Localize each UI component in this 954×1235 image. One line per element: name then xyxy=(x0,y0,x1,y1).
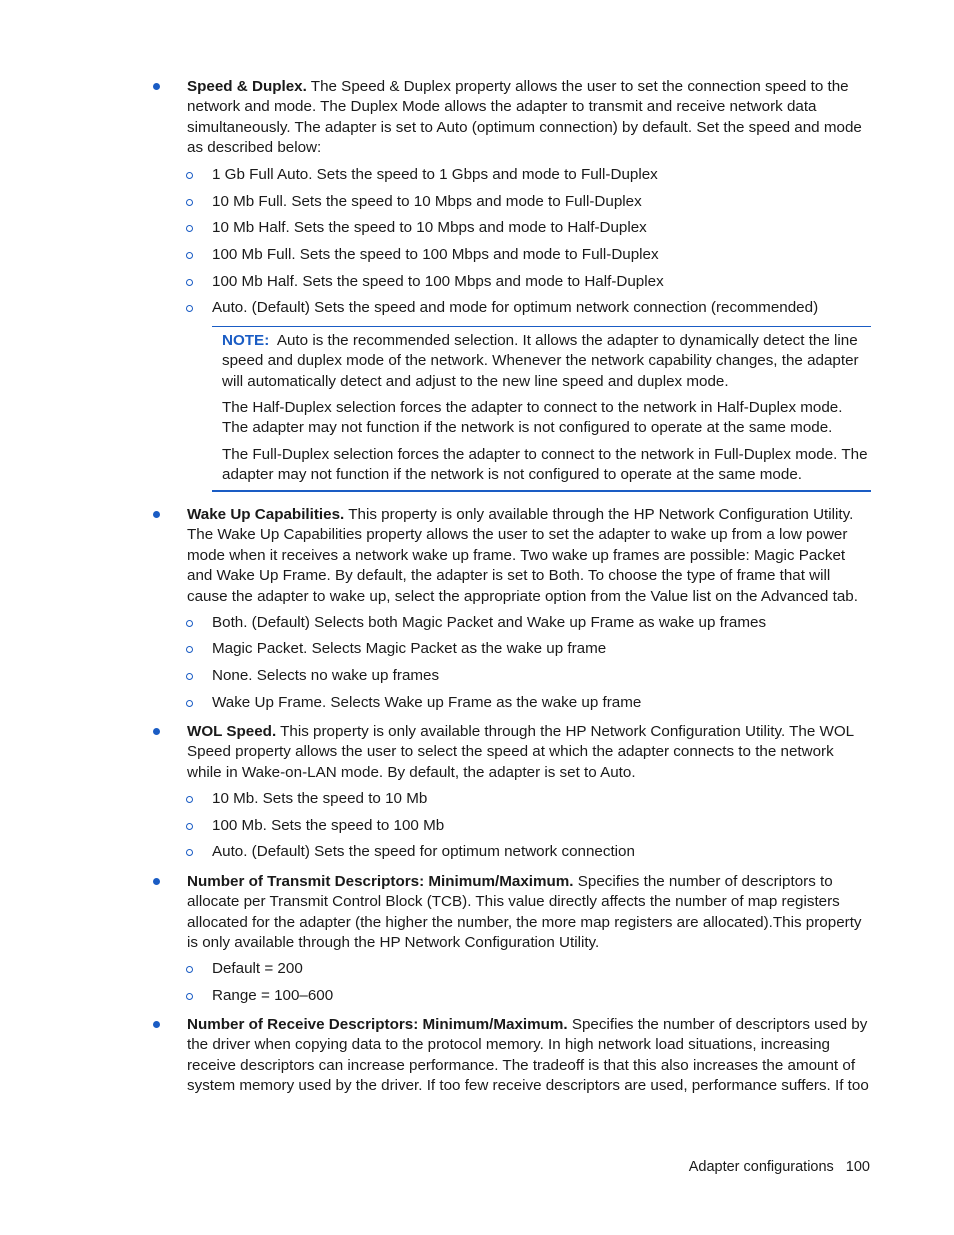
footer-section-title: Adapter configurations xyxy=(688,1159,834,1175)
note-box xyxy=(212,326,871,492)
receive-paragraph xyxy=(187,1015,872,1097)
circle-bullet-icon xyxy=(186,225,193,232)
speed-duplex-body: The Speed & Duplex property allows the user to set the connection speed to the network and mode. The Duplex Mode allows the adapter to transmit and receive network data simultaneously. The adapter is set to Auto (optimum connection) by default. Set the speed and mode as described below: xyxy=(187,78,862,157)
list-item: Range = 100–600 xyxy=(212,987,334,1004)
page-footer xyxy=(640,1157,870,1177)
circle-bullet-icon xyxy=(186,305,193,312)
transmit-heading: Number of Transmit Descriptors: Minimum/Maximum. xyxy=(187,873,574,890)
circle-bullet-icon xyxy=(186,620,193,627)
list-item: 100 Mb Half. Sets the speed to 100 Mbps and mode to Half-Duplex xyxy=(212,273,664,290)
note-paragraph-2: The Half-Duplex selection forces the adapter to connect to the network in Half-Duplex mode. The adapter may not function if the network is not configured to operate at the same mode. xyxy=(222,399,843,437)
list-item: Magic Packet. Selects Magic Packet as the wake up frame xyxy=(212,640,607,657)
bullet-icon xyxy=(153,878,160,885)
circle-bullet-icon xyxy=(186,796,193,803)
circle-bullet-icon xyxy=(186,849,193,856)
circle-bullet-icon xyxy=(186,252,193,259)
circle-bullet-icon xyxy=(186,673,193,680)
circle-bullet-icon xyxy=(186,172,193,179)
list-item: None. Selects no wake up frames xyxy=(212,667,440,684)
list-item: 100 Mb Full. Sets the speed to 100 Mbps and mode to Full-Duplex xyxy=(212,246,659,263)
wake-up-body: This property is only available through the HP Network Configuration Utility. The Wake Up Capabilities property allows the user to set the adapter to wake up from a low power mode when it receives a network wake up frame. Two wake up frames are possible: Magic Packet and Wake Up Frame. By default, the adapter is set to Both. To choose the type of frame that will cause the adapter to wake up, select the appropriate option from the Value list on the Advanced tab. xyxy=(187,506,858,605)
note-text: Auto is the recommended selection. It allows the adapter to dynamically detect the line speed and duplex mode of the network. Whenever the network capability changes, the adapter will automatically detect and adjust to the new line speed and duplex mode. xyxy=(222,332,859,390)
circle-bullet-icon xyxy=(186,823,193,830)
speed-duplex-paragraph xyxy=(187,77,872,159)
transmit-paragraph xyxy=(187,872,872,954)
note-paragraph-3: The Full-Duplex selection forces the adapter to connect to the network in Full-Duplex mode. The adapter may not function if the network is not configured to operate at the same mode. xyxy=(222,446,868,484)
list-item: 10 Mb Half. Sets the speed to 10 Mbps and mode to Half-Duplex xyxy=(212,219,647,236)
bullet-icon xyxy=(153,83,160,90)
list-item: 100 Mb. Sets the speed to 100 Mb xyxy=(212,817,445,834)
wol-speed-paragraph xyxy=(187,722,872,783)
list-item: Both. (Default) Selects both Magic Packet and Wake up Frame as wake up frames xyxy=(212,614,767,631)
note-paragraph-1 xyxy=(222,331,870,392)
wol-speed-body: This property is only available through the HP Network Configuration Utility. The WOL Speed property allows the user to select the speed at which the adapter connects to the network while in Wake-on-LAN mode. By default, the adapter is set to Auto. xyxy=(187,723,854,781)
receive-body: Specifies the number of descriptors used by the driver when copying data to the protocol memory. In high network load situations, increasing receive descriptors can increase performance. The tradeoff is that this also increases the amount of system memory used by the driver. If too few receive descriptors are used, performance suffers. If too xyxy=(187,1016,869,1095)
speed-duplex-heading: Speed & Duplex. xyxy=(187,78,307,95)
list-item: 10 Mb. Sets the speed to 10 Mb xyxy=(212,790,428,807)
note-label: NOTE: xyxy=(222,332,270,349)
circle-bullet-icon xyxy=(186,966,193,973)
list-item: 10 Mb Full. Sets the speed to 10 Mbps and mode to Full-Duplex xyxy=(212,193,642,210)
list-item: Default = 200 xyxy=(212,960,303,977)
wol-speed-heading: WOL Speed. xyxy=(187,723,277,740)
receive-heading: Number of Receive Descriptors: Minimum/Maximum. xyxy=(187,1016,568,1033)
circle-bullet-icon xyxy=(186,993,193,1000)
list-item: Wake Up Frame. Selects Wake up Frame as the wake up frame xyxy=(212,694,642,711)
list-item: Auto. (Default) Sets the speed for optimum network connection xyxy=(212,843,635,860)
bullet-icon xyxy=(153,728,160,735)
circle-bullet-icon xyxy=(186,279,193,286)
transmit-body: Specifies the number of descriptors to allocate per Transmit Control Block (TCB). This value directly affects the number of map registers allocated for the adapter (the higher the number, the more map registers are allocated).This property is only available through the HP Network Configuration Utility. xyxy=(187,873,862,952)
wake-up-paragraph xyxy=(187,505,872,607)
page-number: 100 xyxy=(845,1159,870,1175)
wake-up-heading: Wake Up Capabilities. xyxy=(187,506,345,523)
bullet-icon xyxy=(153,1021,160,1028)
list-item: 1 Gb Full Auto. Sets the speed to 1 Gbps and mode to Full-Duplex xyxy=(212,166,658,183)
circle-bullet-icon xyxy=(186,199,193,206)
bullet-icon xyxy=(153,511,160,518)
list-item: Auto. (Default) Sets the speed and mode for optimum network connection (recommended) xyxy=(212,299,819,316)
circle-bullet-icon xyxy=(186,700,193,707)
circle-bullet-icon xyxy=(186,646,193,653)
